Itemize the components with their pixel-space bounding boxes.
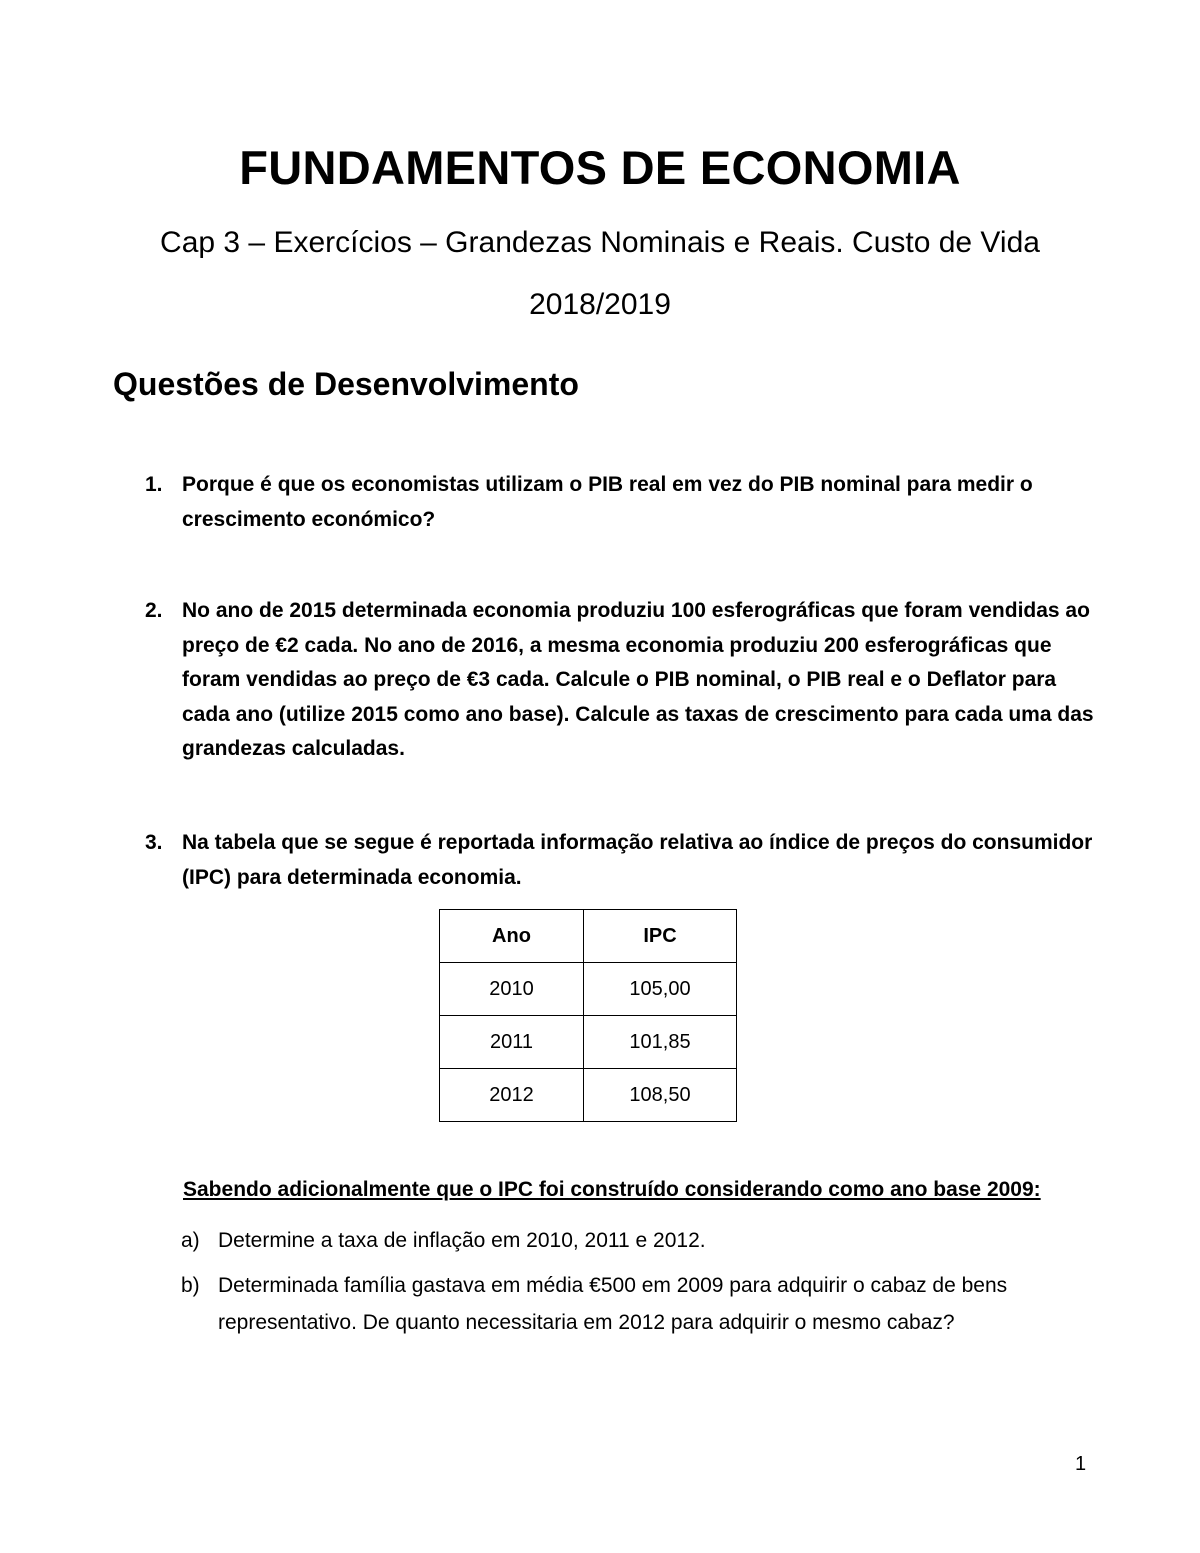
document-title: FUNDAMENTOS DE ECONOMIA: [239, 141, 961, 194]
document-subtitle: Cap 3 – Exercícios – Grandezas Nominais e Reais. Custo de Vida: [160, 226, 1040, 259]
table-row: [440, 963, 737, 1016]
ipc-table: [439, 909, 737, 1122]
question-number: 3.: [145, 831, 163, 854]
table-cell-ipc: 101,85: [584, 1016, 737, 1069]
table-cell-year: 2011: [440, 1016, 584, 1069]
underlined-note: Sabendo adicionalmente que o IPC foi construído considerando como ano base 2009:: [183, 1178, 1041, 1201]
question-text: Porque é que os economistas utilizam o PIB real em vez do PIB nominal para medir o crescimento económico?: [182, 473, 1033, 531]
section-heading: Questões de Desenvolvimento: [113, 366, 579, 402]
question-text: No ano de 2015 determinada economia produziu 100 esferográficas que foram vendidas ao preço de €2 cada. No ano de 2016, a mesma economia produziu 200 esferográficas que foram vendidas ao preço de €3 cada. Calcule o PIB nominal, o PIB real e o Deflator para cada ano (utilize 2015 como ano base). Calcule as taxas de crescimento para cada uma das grandezas calculadas.: [182, 599, 1094, 760]
question-number: 2.: [145, 599, 163, 622]
question-1: [145, 468, 1105, 537]
sub-question-a: [181, 1222, 1081, 1259]
question-2: [145, 594, 1105, 767]
sub-question-b: [181, 1267, 1081, 1341]
question-3: [145, 826, 1105, 895]
table-header-row: [440, 910, 737, 963]
sub-question-text: Determinada família gastava em média €500 em 2009 para adquirir o cabaz de bens representativo. De quanto necessitaria em 2012 para adquirir o mesmo cabaz?: [218, 1274, 1008, 1334]
table-cell-ipc: 108,50: [584, 1069, 737, 1122]
table-cell-ipc: 105,00: [584, 963, 737, 1016]
column-header-ano: Ano: [440, 910, 584, 963]
column-header-ipc: IPC: [584, 910, 737, 963]
question-number: 1.: [145, 473, 163, 496]
sub-question-text: Determine a taxa de inflação em 2010, 2011 e 2012.: [218, 1229, 706, 1252]
table-cell-year: 2010: [440, 963, 584, 1016]
table-cell-year: 2012: [440, 1069, 584, 1122]
question-text: Na tabela que se segue é reportada informação relativa ao índice de preços do consumidor (IPC) para determinada economia.: [182, 831, 1093, 889]
table-row: [440, 1069, 737, 1122]
sub-question-label: b): [181, 1274, 200, 1297]
table-row: [440, 1016, 737, 1069]
page-number: 1: [1075, 1453, 1087, 1475]
academic-year: 2018/2019: [529, 288, 671, 321]
sub-question-label: a): [181, 1229, 200, 1252]
